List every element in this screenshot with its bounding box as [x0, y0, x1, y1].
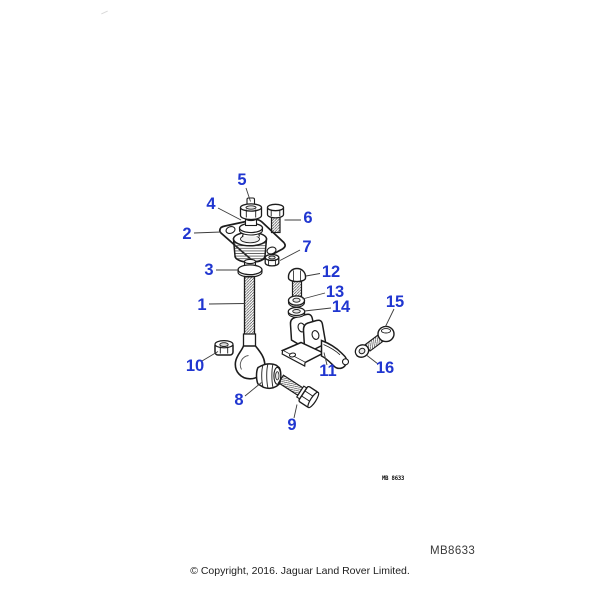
part-10-nut — [215, 341, 233, 355]
callout-4: 4 — [206, 195, 216, 213]
callout-15: 15 — [385, 293, 405, 311]
callout-5: 5 — [237, 171, 247, 189]
part-12-bolt — [289, 269, 306, 297]
callout-1: 1 — [197, 296, 207, 314]
callout-6: 6 — [303, 209, 313, 227]
callout-2: 2 — [182, 225, 192, 243]
part-7-nut — [265, 255, 279, 266]
part-15-bolt — [365, 326, 394, 352]
figure-code: MB8633 — [430, 545, 476, 557]
callout-10: 10 — [185, 357, 205, 375]
part-13-nut — [289, 296, 305, 307]
diagram-watermark-code: MB 8633 — [382, 475, 405, 482]
callout-7: 7 — [302, 238, 312, 256]
part-9-bolt — [276, 371, 320, 408]
part-14-washer — [288, 308, 304, 318]
callout-8: 8 — [234, 391, 244, 409]
part-11-bracket — [282, 314, 348, 368]
callout-14: 14 — [331, 298, 351, 316]
part-1-link — [235, 277, 264, 379]
copyright-text: © Copyright, 2016. Jaguar Land Rover Limited. — [190, 565, 410, 577]
part-8-bushing — [257, 364, 281, 389]
callout-11: 11 — [319, 362, 337, 380]
callout-12: 12 — [321, 263, 341, 281]
callout-13: 13 — [325, 283, 345, 301]
callout-3: 3 — [204, 261, 214, 279]
callout-16: 16 — [375, 359, 395, 377]
part-5-nut — [241, 198, 262, 220]
callout-9: 9 — [287, 416, 297, 434]
